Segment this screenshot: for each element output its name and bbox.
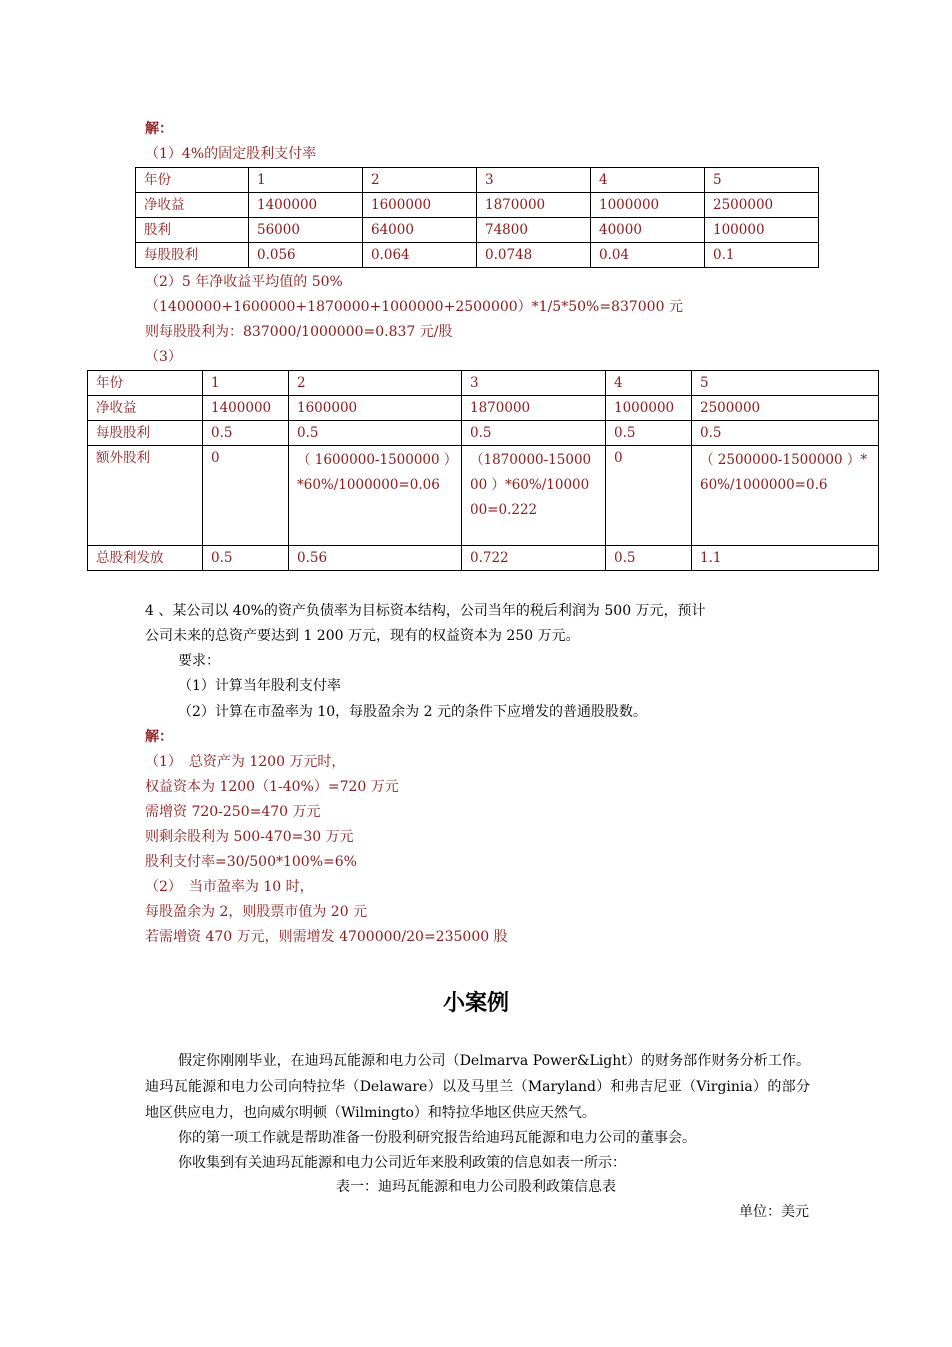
cell: （ 1600000-1500000 ）*60%/1000000=0.06	[289, 446, 462, 546]
solution-line: 每股盈余为 2，则股票市值为 20 元	[145, 904, 368, 920]
cell: 1870000	[462, 396, 606, 421]
cell: 0.1	[705, 243, 819, 268]
case-paragraph-1: 假定你刚刚毕业，在迪玛瓦能源和电力公司（Delmarva Power&Light）的财务部作财务分析工作。迪玛瓦能源和电力公司向特拉华（Delaware）以及马里兰（Maryland）和弗吉尼亚（Virginia）的部分地区供应电力，也向威尔明顿（Wilmingto）和特拉华地区供应天然气。	[145, 1053, 810, 1121]
cell: 56000	[249, 218, 363, 243]
solution-heading: 解：	[145, 729, 173, 745]
cell: 0.5	[692, 421, 879, 446]
q2-label: （2）5 年净收益平均值的 50%	[145, 274, 343, 290]
table-row	[136, 193, 819, 218]
q2-result: 则每股股利为：837000/1000000=0.837 元/股	[145, 324, 453, 340]
fixed-payout-table	[135, 167, 819, 268]
cell: 0	[606, 446, 692, 546]
table-row	[88, 546, 879, 571]
table-caption: 表一：迪玛瓦能源和电力公司股利政策信息表	[336, 1179, 616, 1195]
cell: 股利	[136, 218, 249, 243]
cell: （1870000-1500000 ）*60%/1000000=0.222	[462, 446, 606, 546]
cell: 74800	[477, 218, 591, 243]
cell: 年份	[88, 371, 203, 396]
cell: 1400000	[203, 396, 289, 421]
cell: 净收益	[136, 193, 249, 218]
cell: 净收益	[88, 396, 203, 421]
q3-label: （3）	[145, 349, 182, 365]
solution-line: 权益资本为 1200（1-40%）=720 万元	[145, 779, 399, 795]
table-row	[136, 218, 819, 243]
cell: 0.5	[203, 546, 289, 571]
cell: 1400000	[249, 193, 363, 218]
cell: 0.5	[606, 546, 692, 571]
table-row	[88, 421, 879, 446]
solution-line: 则剩余股利为 500-470=30 万元	[145, 829, 354, 845]
q1-label: （1）4%的固定股利支付率	[145, 146, 317, 162]
table-row	[88, 371, 879, 396]
cell: 4	[606, 371, 692, 396]
requirement-1: （1）计算当年股利支付率	[178, 678, 341, 694]
cell: 2500000	[705, 193, 819, 218]
extra-dividend-table	[87, 370, 879, 571]
solution-line: 若需增资 470 万元，则需增发 4700000/20=235000 股	[145, 929, 508, 945]
cell: 2	[289, 371, 462, 396]
cell: 每股股利	[136, 243, 249, 268]
cell: 1000000	[606, 396, 692, 421]
cell: 0.5	[289, 421, 462, 446]
cell: 0.0748	[477, 243, 591, 268]
cell: 5	[692, 371, 879, 396]
cell: 0.5	[203, 421, 289, 446]
solution-line: （1） 总资产为 1200 万元时，	[145, 754, 346, 770]
q2-formula: （1400000+1600000+1870000+1000000+2500000）*1/5*50%=837000 元	[145, 299, 683, 315]
solution-heading: 解：	[145, 121, 173, 137]
table-row	[136, 168, 819, 193]
cell: 0.064	[363, 243, 477, 268]
solution-line: 需增资 720-250=470 万元	[145, 804, 321, 820]
table-row	[88, 396, 879, 421]
solution-line: （2） 当市盈率为 10 时，	[145, 879, 314, 895]
cell: 0.722	[462, 546, 606, 571]
table-row	[136, 243, 819, 268]
cell: （ 2500000-1500000 ）*60%/1000000=0.6	[692, 446, 879, 546]
requirement-heading: 要求：	[178, 653, 220, 669]
cell: 1.1	[692, 546, 879, 571]
cell: 3	[462, 371, 606, 396]
cell: 5	[705, 168, 819, 193]
problem4-line2: 公司未来的总资产要达到 1 200 万元，现有的权益资本为 250 万元。	[145, 628, 580, 644]
cell: 0.5	[606, 421, 692, 446]
cell: 0.04	[591, 243, 705, 268]
case-title: 小案例	[442, 991, 509, 1016]
requirement-2: （2）计算在市盈率为 10，每股盈余为 2 元的条件下应增发的普通股股数。	[178, 704, 647, 720]
cell: 2	[363, 168, 477, 193]
cell: 3	[477, 168, 591, 193]
cell: 100000	[705, 218, 819, 243]
cell: 总股利发放	[88, 546, 203, 571]
cell: 1000000	[591, 193, 705, 218]
table-row	[88, 446, 879, 546]
cell: 每股股利	[88, 421, 203, 446]
cell: 40000	[591, 218, 705, 243]
cell: 0	[203, 446, 289, 546]
solution-line: 股利支付率=30/500*100%=6%	[145, 854, 357, 870]
cell: 1	[249, 168, 363, 193]
cell: 0.56	[289, 546, 462, 571]
cell: 2500000	[692, 396, 879, 421]
cell: 1600000	[363, 193, 477, 218]
cell: 1870000	[477, 193, 591, 218]
cell: 1600000	[289, 396, 462, 421]
case-paragraph-2: 你的第一项工作就是帮助准备一份股利研究报告给迪玛瓦能源和电力公司的董事会。	[178, 1130, 696, 1146]
cell: 0.056	[249, 243, 363, 268]
cell: 4	[591, 168, 705, 193]
cell: 0.5	[462, 421, 606, 446]
cell: 额外股利	[88, 446, 203, 546]
unit-label: 单位：美元	[739, 1204, 809, 1220]
cell: 1	[203, 371, 289, 396]
problem4-line1: 4 、某公司以 40%的资产负债率为目标资本结构，公司当年的税后利润为 500 万元，预计	[145, 603, 706, 619]
cell: 年份	[136, 168, 249, 193]
cell: 64000	[363, 218, 477, 243]
case-paragraph-3: 你收集到有关迪玛瓦能源和电力公司近年来股利政策的信息如表一所示：	[178, 1155, 626, 1171]
